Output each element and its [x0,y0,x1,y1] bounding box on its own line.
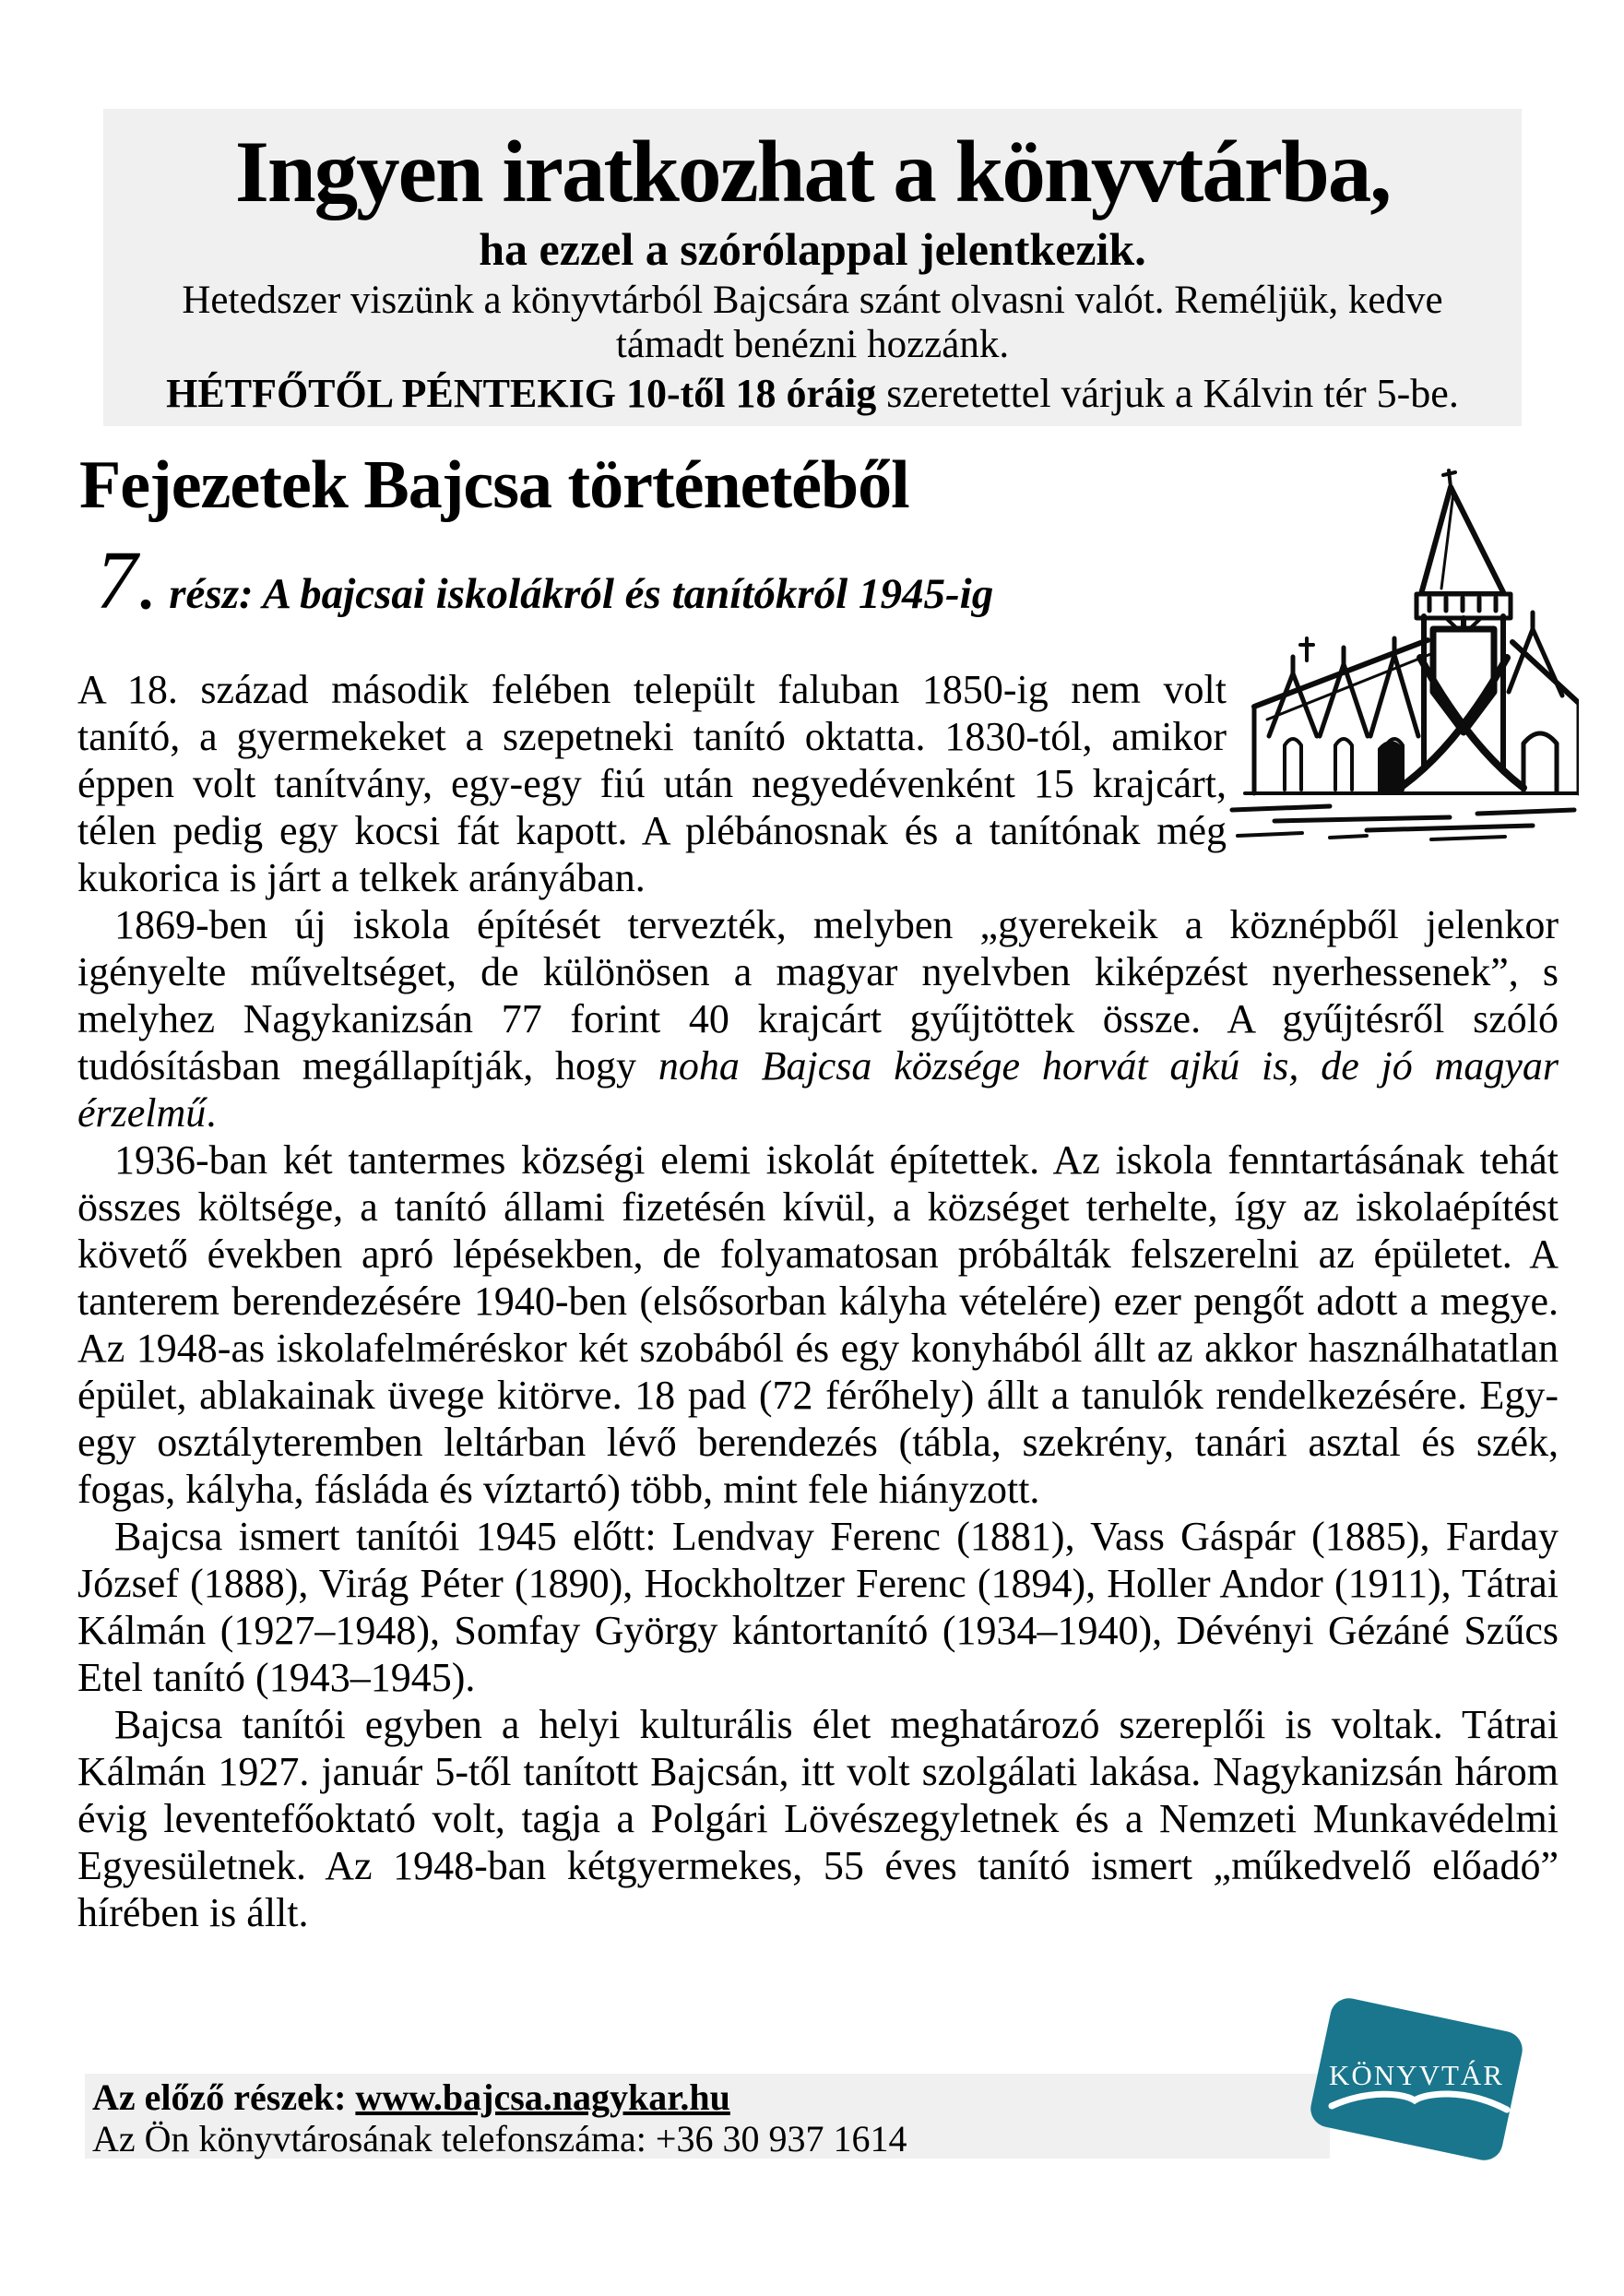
paragraph-text: 1869-ben új iskola építését tervezték, melyben „gyerekeik a köznépből jelenkor igényelte műveltséget, de különösen a magyar nyelvben kiképzést nyerhessenek”, s melyhez Nagykanizsán 77 forint 40 krajcárt gyűjtöttek össze. A gyűjtésről szóló tudósításban megállapítják, hogy [77,902,1559,1089]
part-title: rész: A bajcsai iskolákról és tanítókról 1945-ig [158,570,994,618]
paragraph: A 18. század második felében települt faluban 1850-ig nem volt tanító, a gyermekeket a szepetneki tanító oktatta. 1830-tól, amikor éppen volt tanítvány, egy-egy fiú után negyedévenként 15 krajcárt, télen pedig egy kocsi fát kapott. A plébánosnak és a tanítónak még kukorica is járt a telkek arányában. [77,667,1227,900]
part-heading [96,533,993,628]
logo-label: KÖNYVTÁR [1329,2059,1504,2091]
header-box [103,109,1522,426]
part-number: 7. [96,535,159,626]
header-subtitle: ha ezzel a szórólappal jelentkezik. [479,222,1146,275]
librarian-phone-line: Az Ön könyvtárosának telefonszáma: +36 30 937 1614 [92,2118,907,2159]
library-logo [1298,1995,1535,2163]
illustration-spacer [1227,666,1559,901]
opening-hours-line [103,370,1522,417]
paragraph-quote-italic: noha Bajcsa községe horvát ajkú is, de jó magyar érzelmű [77,1043,1559,1136]
header-info-text: Hetedszer viszünk a könyvtárból Bajcsára szánt olvasni valót. Reméljük, kedve támadt benézni hozzánk. [182,278,1443,366]
paragraph: Bajcsa tanítói egyben a helyi kulturális élet meghatározó szereplői is voltak. Tátrai Kálmán 1927. január 5-től tanított Bajcsán, itt volt szolgálati lakása. Nagykanizsán három évig leventefőoktató volt, tagja a Polgári Lövészegyletnek és a Nemzeti Munkavédelmi Egyesületnek. Az 1948-ban kétgyermekes, 55 éves tanító ismert „műkedvelő előadó” hírében is állt. [77,1702,1559,1935]
paragraph: Bajcsa ismert tanítói 1945 előtt: Lendvay Ferenc (1881), Vass Gáspár (1885), Farday József (1888), Virág Péter (1890), Hockholtzer Ferenc (1894), Holler Andor (1911), Tátrai Kálmán (1927–1948), Somfay György kántortanító (1934–1940), Dévényi Gézáné Szűcs Etel tanító (1943–1945). [77,1514,1559,1700]
paragraph [77,901,1559,1136]
article-body [77,666,1559,1936]
previous-parts-link[interactable]: www.bajcsa.nagykar.hu [355,2076,730,2118]
paragraph-text: . [206,1090,217,1136]
footer-bar [85,2074,1330,2159]
opening-hours-bold: HÉTFŐTŐL PÉNTEKIG 10-től 18 óráig [166,371,877,416]
opening-hours-rest: szeretettel várjuk a Kálvin tér 5-be. [876,371,1459,416]
previous-parts-label: Az előző részek: [92,2076,356,2118]
paragraph: 1936-ban két tantermes községi elemi iskolát építettek. Az iskola fenntartásának tehát összes költsége, a tanító állami fizetésén kívül, a községet terhelte, így az iskolaépítést követő években apró lépésekben, de folyamatosan próbálták felszerelni az épületet. A tanterem berendezésére 1940-ben (elsősorban kályha vételére) ezer pengőt adott a megye. Az 1948-as iskolafelméréskor két szobából és egy konyhából állt az akkor használhatatlan épület, ablakainak üvege kitörve. 18 pad (72 férőhely) állt a tanulók rendelkezésére. Egy-egy osztályteremben leltárban lévő berendezés (tábla, szekrény, tanári asztal és szék, fogas, kályha, fásláda és víztartó) több, mint fele hiányzott. [77,1137,1559,1512]
previous-parts-line [92,2076,1330,2118]
section-title: Fejezetek Bajcsa történetéből [79,447,909,523]
page-title: Ingyen iratkozhat a könyvtárba, [234,123,1391,220]
